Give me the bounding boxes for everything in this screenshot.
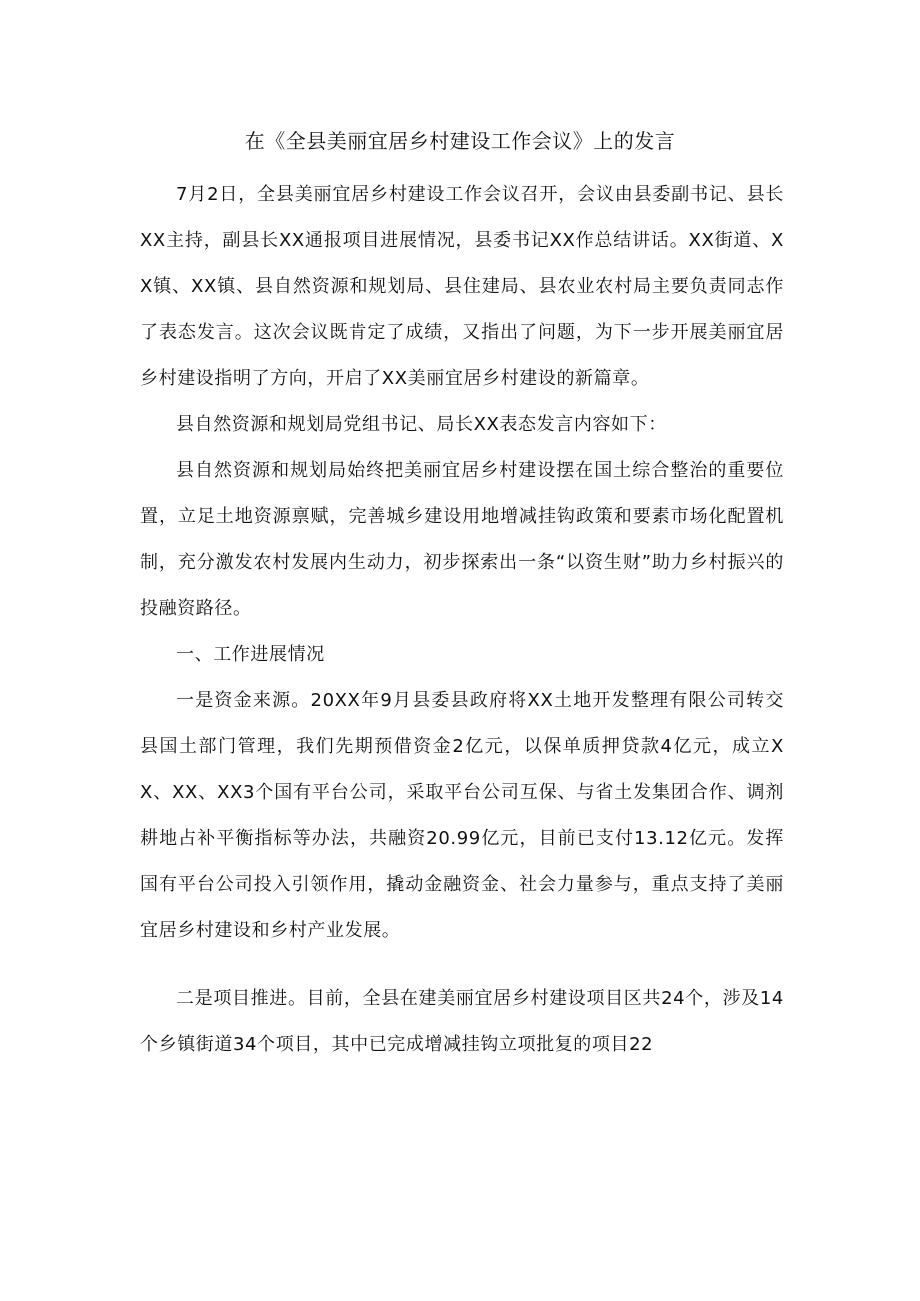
paragraph-meeting-summary: 7月2日，全县美丽宜居乡村建设工作会议召开，会议由县委副书记、县长XX主持，副县长XX通报项目进展情况，县委书记XX作总结讲话。XX街道、XX镇、XX镇、县自然资源和规划局、县住建局、县农业农村局主要负责同志作了表态发言。这次会议既肯定了成绩，又指出了问题，为下一步开展美丽宜居乡村建设指明了方向，开启了XX美丽宜居乡村建设的新篇章。 <box>140 184 784 389</box>
document-title: 在《全县美丽宜居乡村建设工作会议》上的发言 <box>244 129 676 153</box>
paragraph-funding-source: 一是资金来源。20XX年9月县委县政府将XX土地开发整理有限公司转交县国土部门管理，我们先期预借资金2亿元，以保单质押贷款4亿元，成立XX、XX、XX3个国有平台公司，采取平台公司互保、与省土发集团合作、调剂耕地占补平衡指标等办法，共融资20.99亿元，目前已支付13.12亿元。发挥国有平台公司投入引领作用，撬动金融资金、社会力量参与，重点支持了美丽宜居乡村建设和乡村产业发展。 <box>140 690 784 941</box>
document-body <box>140 172 784 1068</box>
paragraph-project-progress: 二是项目推进。目前，全县在建美丽宜居乡村建设项目区共24个，涉及14个乡镇街道34个项目，其中已完成增减挂钩立项批复的项目22 <box>140 988 784 1055</box>
paragraph-speaker-intro: 县自然资源和规划局党组书记、局长XX表态发言内容如下： <box>176 414 667 435</box>
paragraph-bureau-overview: 县自然资源和规划局始终把美丽宜居乡村建设摆在国土综合整治的重要位置，立足土地资源禀赋，完善城乡建设用地增减挂钩政策和要素市场化配置机制，充分激发农村发展内生动力，初步探索出一条“以资生财”助力乡村振兴的投融资路径。 <box>140 460 784 619</box>
section-heading-progress: 一、工作进展情况 <box>176 644 325 665</box>
